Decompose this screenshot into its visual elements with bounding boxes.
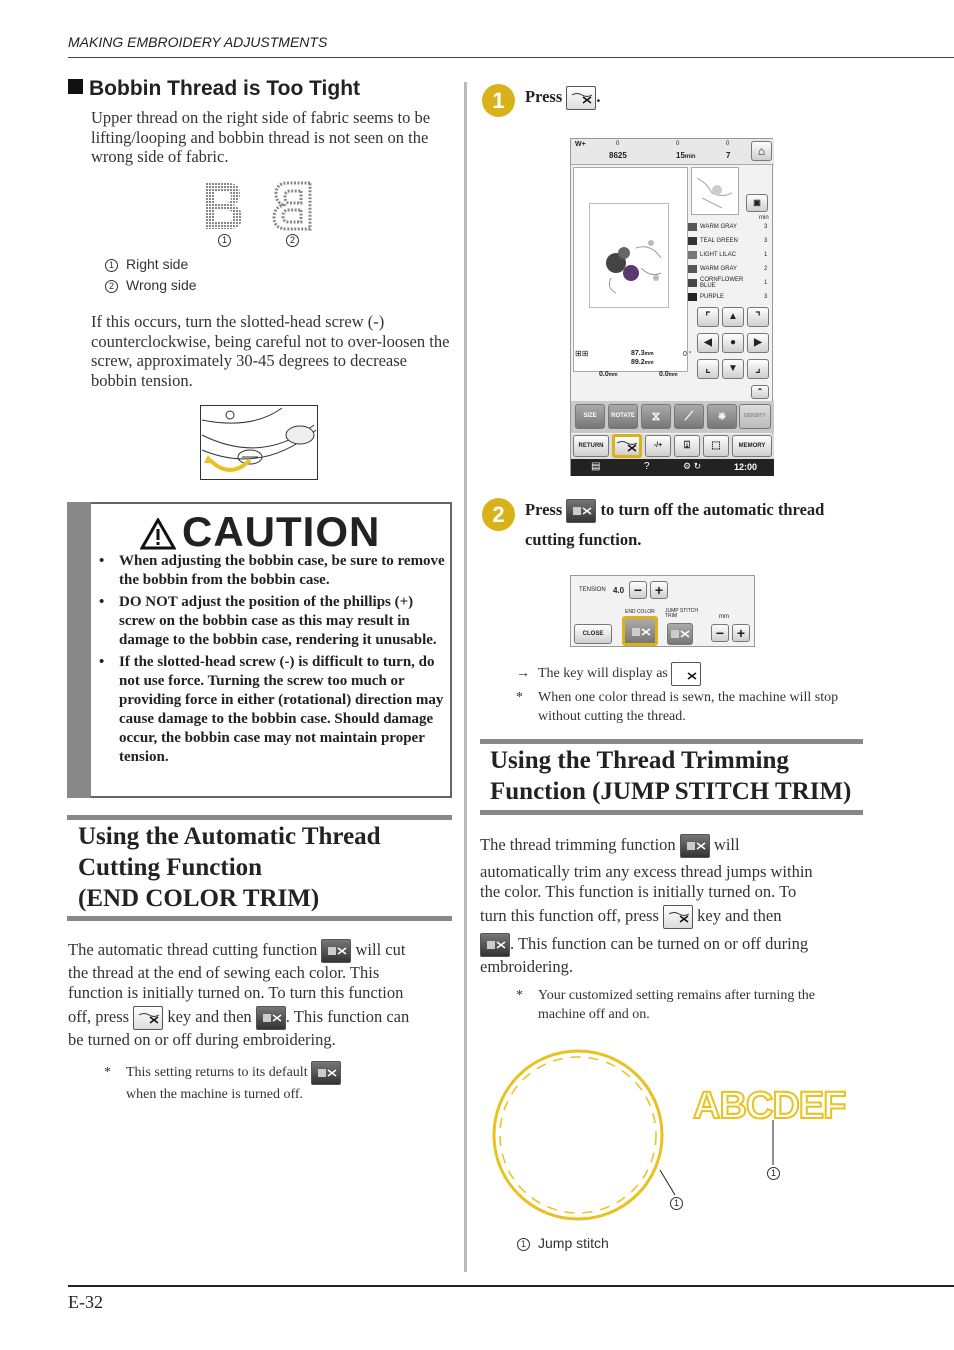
move-up-button[interactable]: ▲: [722, 307, 744, 327]
zoom-button[interactable]: ▣: [746, 194, 768, 212]
end-color-trim-icon: [321, 939, 351, 963]
column-divider: [464, 82, 467, 1272]
design-preview: [573, 167, 688, 372]
page-number: E-32: [68, 1292, 103, 1312]
jump-unit: mm: [719, 614, 729, 620]
rotate-button[interactable]: ROTATE: [608, 404, 638, 429]
move-right-button[interactable]: ▶: [747, 333, 769, 353]
move-left-button[interactable]: ◀: [697, 333, 719, 353]
legend-right-side: 1 Right side: [105, 256, 188, 272]
offset-vertical: 0.0mm: [599, 371, 618, 378]
home-button[interactable]: ⌂: [751, 141, 772, 161]
caution-item: • DO NOT adjust the position of the phillips (+) screw on the bobbin case as this may result in damage to the bobbin case, rendering it unusable.: [96, 593, 446, 650]
end-color-trim-icon: [256, 1006, 286, 1030]
thread-cut-settings-icon: [663, 905, 693, 929]
presser-foot-icon: W+: [575, 141, 586, 148]
single-color-note: * When one color thread is sewn, the machine will stop without cutting the thread.: [516, 690, 839, 724]
clock: 12:00: [734, 462, 758, 472]
thread-cut-settings-icon: [133, 1006, 163, 1030]
section-rule-top: [67, 815, 452, 820]
stitch-count: 8625: [609, 151, 627, 160]
callout-wrong: 2: [286, 234, 299, 247]
floral-design-icon: [596, 228, 666, 298]
jump-stitch-label: JUMP STITCH TRIM: [665, 608, 698, 619]
end-color-trim-button[interactable]: [622, 616, 658, 646]
center-button[interactable]: ●: [722, 333, 744, 353]
thread-cut-settings-button[interactable]: [612, 434, 642, 458]
size-width: 87.3mm: [631, 350, 654, 357]
square-bullet-icon: [68, 79, 83, 94]
tension-plus-button[interactable]: +: [650, 581, 668, 599]
angle-value: 0 °: [683, 351, 692, 358]
end-color-label: END COLOR: [625, 609, 655, 615]
warning-triangle-icon: [140, 518, 176, 550]
move-up-left-button[interactable]: ⌜: [697, 307, 719, 327]
legend-wrong-side: 2 Wrong side: [105, 277, 197, 293]
jump-plus-button[interactable]: +: [732, 624, 750, 642]
mirror-button[interactable]: ⧖: [641, 404, 671, 429]
step-1-badge: 1: [482, 84, 515, 117]
end-color-trim-note: * This setting returns to its default when the machine is turned off.: [104, 1061, 444, 1104]
thread-cut-panel: [570, 575, 755, 647]
machine-button[interactable]: ⎈: [707, 404, 737, 429]
tension-minus-button[interactable]: −: [629, 581, 647, 599]
design-thumbnail: [691, 167, 739, 215]
step-2-text: Press to turn off the automatic thread cutting function.: [525, 500, 825, 549]
jump-stitch-trim-icon: [480, 933, 510, 957]
stitch-b-figure: [200, 180, 320, 232]
callout-lines: [640, 1110, 780, 1210]
help-button[interactable]: ?: [644, 461, 650, 472]
section-rule-bottom: [480, 810, 863, 815]
close-button[interactable]: CLOSE: [574, 624, 612, 644]
size-button[interactable]: SIZE: [575, 404, 605, 429]
end-color-trim-body: The automatic thread cutting function will cut the thread at the end of sewing each color. This function is initially turned on. To turn this function off, press key and then . This function can be turned on or off during embroidering.: [68, 939, 410, 1049]
manual-icon[interactable]: ▤: [591, 461, 601, 472]
footer-rule: [68, 1285, 954, 1287]
time-count: 15min: [676, 151, 696, 160]
screen-top-bar: [571, 139, 774, 165]
caution-list: [96, 552, 446, 770]
end-color-trim-off-icon: [671, 662, 701, 686]
tension-label: TENSION: [579, 587, 606, 593]
trial-button[interactable]: ⬚: [703, 435, 729, 457]
tension-button[interactable]: -/+: [645, 435, 671, 457]
jump-stitch-trim-icon: [680, 834, 710, 858]
caution-item: • If the slotted-head screw (-) is difficult to turn, do not use force. Turning the screw too much or providing force in either (rotational) direction may cause damage to the bobbin case. Should damage occur, the bobbin case may not maintain proper tension.: [96, 653, 446, 767]
end-color-trim-icon: [311, 1061, 341, 1085]
thread-row: PURPLE 3: [688, 291, 772, 305]
thread-row: CORNFLOWER BLUE 1: [688, 277, 772, 291]
color-count: 7: [726, 151, 731, 160]
section-rule-bottom: [67, 916, 452, 921]
thread-color-list: [688, 221, 772, 305]
step-2-badge: 2: [482, 498, 515, 531]
abcdef-sample: ABCDEF: [693, 1085, 846, 1127]
callout-circle: 1: [670, 1197, 683, 1210]
thread-row: TEAL GREEN 3: [688, 235, 772, 249]
move-down-left-button[interactable]: ⌞: [697, 359, 719, 379]
thread-row: WARM GRAY 3: [688, 221, 772, 235]
bobbin-para: If this occurs, turn the slotted-head screw (-) counterclockwise, being careful not to over-loosen the screw, approximately 30-45 degrees to decrease bobbin tension.: [91, 312, 450, 390]
size-height: 89.2mm: [631, 359, 654, 366]
callout-abcdef: 1: [767, 1167, 780, 1180]
move-up-right-button[interactable]: ⌝: [747, 307, 769, 327]
header-rule: [68, 57, 954, 58]
tension-value: 4.0: [613, 586, 625, 595]
move-down-button[interactable]: ▼: [722, 359, 744, 379]
offset-horizontal: 0.0mm: [659, 371, 678, 378]
jump-stitch-legend: 1 Jump stitch: [517, 1235, 609, 1251]
embroidery-screen: W+ 0 8625 0 15min 0 7 ⌂ ▣ min WARM GRAY 3 TEAL GREEN 3 LIGHT LILAC 1 WARM GRAY 2 CORNFLOWER BLUE 1 PURPLE 3 ⌜ ▲ ⌝ ◀ ● ▶ ⌞ ▼ ⌟ ⊞⊞ 87.3mm 89.2mm 0 ° 0.0mm 0.0mm ⌃ SIZE ROTATE ⧖ ⟋ ⎈ DENSITY RETURN -/+ ⍗ ⬚ MEMORY ▤ ? ⚙ ↻ 12:00: [570, 138, 773, 476]
jump-stitch-trim-body: The thread trimming function will automatically trim any excess thread jumps within the color. This function is initially turned on. To turn this function off, press key and then . This function can be turned on or off during embroidering.: [480, 834, 813, 976]
size-icon: ⊞⊞: [575, 349, 589, 358]
running-header: MAKING EMBROIDERY ADJUSTMENTS: [68, 34, 328, 50]
callout-right: 1: [218, 234, 231, 247]
thread-cut-settings-icon[interactable]: [566, 86, 596, 110]
jump-minus-button[interactable]: −: [711, 624, 729, 642]
jump-trim-note: * Your customized setting remains after turning the machine off and on.: [516, 988, 815, 1022]
result-note: → The key will display as: [516, 662, 701, 686]
move-down-right-button[interactable]: ⌟: [747, 359, 769, 379]
step-1-text: Press .: [525, 82, 601, 112]
end-color-trim-title: Using the Automatic Thread Cutting Function (END COLOR TRIM): [78, 823, 381, 912]
jump-stitch-trim-button[interactable]: [667, 623, 693, 645]
stitch-button[interactable]: ⍗: [674, 435, 700, 457]
return-button[interactable]: RETURN: [573, 435, 609, 457]
density-button[interactable]: DENSITY: [739, 404, 771, 429]
bobbin-intro: Upper thread on the right side of fabric seems to be lifting/looping and bobbin thread is not seen on the wrong side of fabric.: [91, 108, 431, 166]
section-rule-top: [480, 739, 863, 744]
thread-row: LIGHT LILAC 1: [688, 249, 772, 263]
end-color-trim-icon[interactable]: [566, 499, 596, 523]
needle-button[interactable]: ⟋: [674, 404, 704, 429]
jump-stitch-trim-title: Using the Thread Trimming Function (JUMP STITCH TRIM): [490, 747, 852, 805]
caution-strip: [67, 502, 91, 798]
caution-item: • When adjusting the bobbin case, be sure to remove the bobbin from the bobbin case.: [96, 552, 446, 590]
thread-row: WARM GRAY 2: [688, 263, 772, 277]
memory-button[interactable]: MEMORY: [732, 435, 772, 457]
caution-title: CAUTION: [182, 508, 381, 555]
bobbin-heading: Bobbin Thread is Too Tight: [68, 77, 360, 101]
page-up-button[interactable]: ⌃: [751, 385, 769, 399]
bobbin-case-figure: [200, 405, 318, 480]
settings-icon[interactable]: ⚙ ↻: [683, 461, 702, 471]
